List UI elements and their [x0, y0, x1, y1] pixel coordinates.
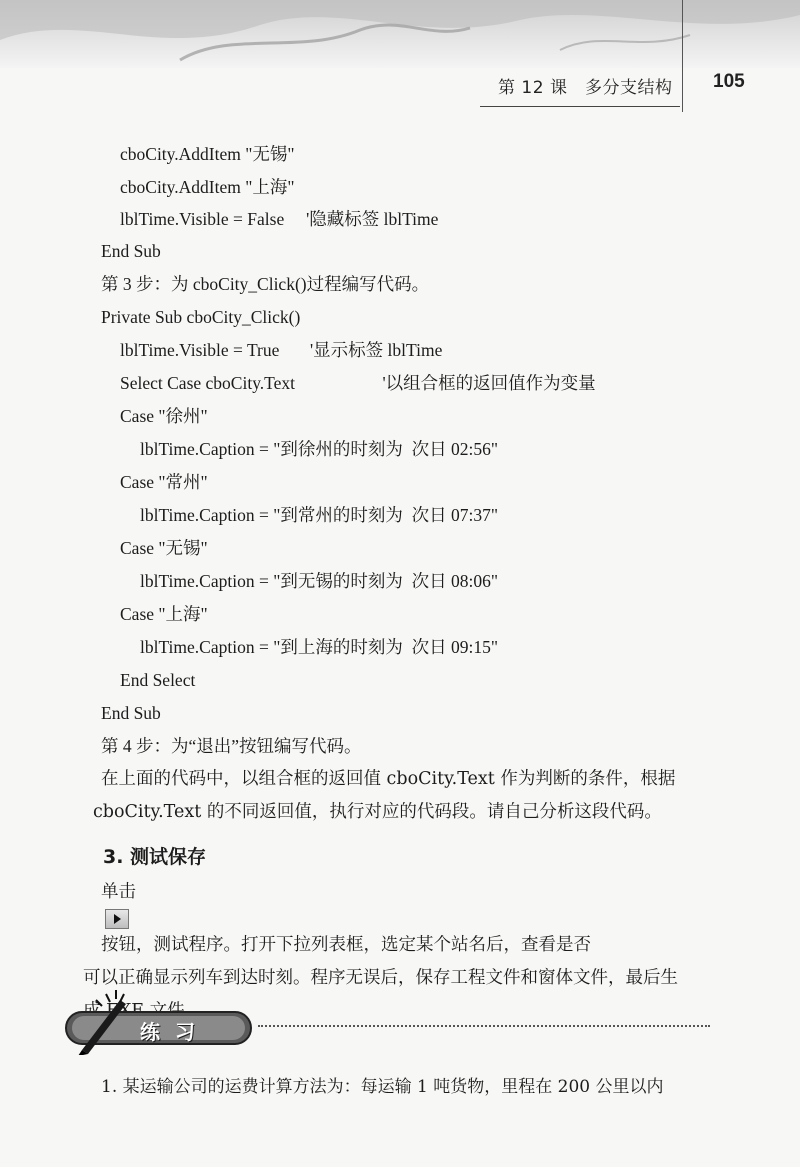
run-start-icon: [105, 909, 129, 929]
header-banner: [0, 0, 800, 68]
header-divider-horizontal: [480, 106, 680, 107]
code-line: End Sub: [101, 241, 161, 261]
banner-texture: [0, 0, 800, 68]
code-line: lblTime.Caption = "到无锡的时刻为 次日 08:06": [140, 571, 498, 591]
code-line: Case "常州": [120, 472, 208, 492]
code-line: Case "徐州": [120, 406, 208, 426]
text-run: 按钮，测试程序。打开下拉列表框，选定某个站名后，查看是否: [101, 935, 591, 955]
code-line: End Select: [120, 670, 196, 690]
chapter-title: 第 12 课 多分支结构: [498, 78, 673, 98]
code-line: lblTime.Visible = True '显示标签 lblTime: [120, 340, 443, 360]
exercise-item: 1. 某运输公司的运费计算方法为：每运输 1 吨货物，里程在 200 公里以内: [101, 1077, 664, 1097]
exercise-divider: [258, 1025, 710, 1027]
header-divider-vertical: [682, 0, 683, 112]
code-line: lblTime.Caption = "到徐州的时刻为 次日 02:56": [140, 439, 498, 459]
step-3-heading: 第 3 步：为 cboCity_Click()过程编写代码。: [101, 274, 430, 294]
paragraph-line: [101, 876, 711, 962]
paragraph-line: 在上面的代码中，以组合框的返回值 cboCity.Text 作为判断的条件，根据: [101, 769, 676, 789]
exercise-label: 练 习: [140, 1020, 199, 1044]
code-line: lblTime.Caption = "到上海的时刻为 次日 09:15": [140, 637, 498, 657]
code-line: cboCity.AddItem "无锡": [120, 144, 295, 164]
page-number: 105: [713, 71, 745, 92]
code-line: lblTime.Visible = False '隐藏标签 lblTime: [120, 209, 439, 229]
code-line: lblTime.Caption = "到常州的时刻为 次日 07:37": [140, 505, 498, 525]
code-line: End Sub: [101, 703, 161, 723]
code-line: Case "无锡": [120, 538, 208, 558]
section-title: 3. 测试保存: [103, 846, 207, 868]
paragraph-line: 可以正确显示列车到达时刻。程序无误后，保存工程文件和窗体文件，最后生: [83, 968, 678, 988]
step-4-heading: 第 4 步：为“退出”按钮编写代码。: [101, 736, 362, 756]
code-line: Private Sub cboCity_Click(): [101, 307, 301, 327]
code-line: cboCity.AddItem "上海": [120, 177, 295, 197]
code-line: Select Case cboCity.Text '以组合框的返回值作为变量: [120, 373, 596, 393]
text-run: 单击: [101, 882, 136, 902]
paragraph-line: cboCity.Text 的不同返回值，执行对应的代码段。请自己分析这段代码。: [93, 802, 662, 822]
code-line: Case "上海": [120, 604, 208, 624]
analysis-paragraph: [93, 763, 711, 829]
